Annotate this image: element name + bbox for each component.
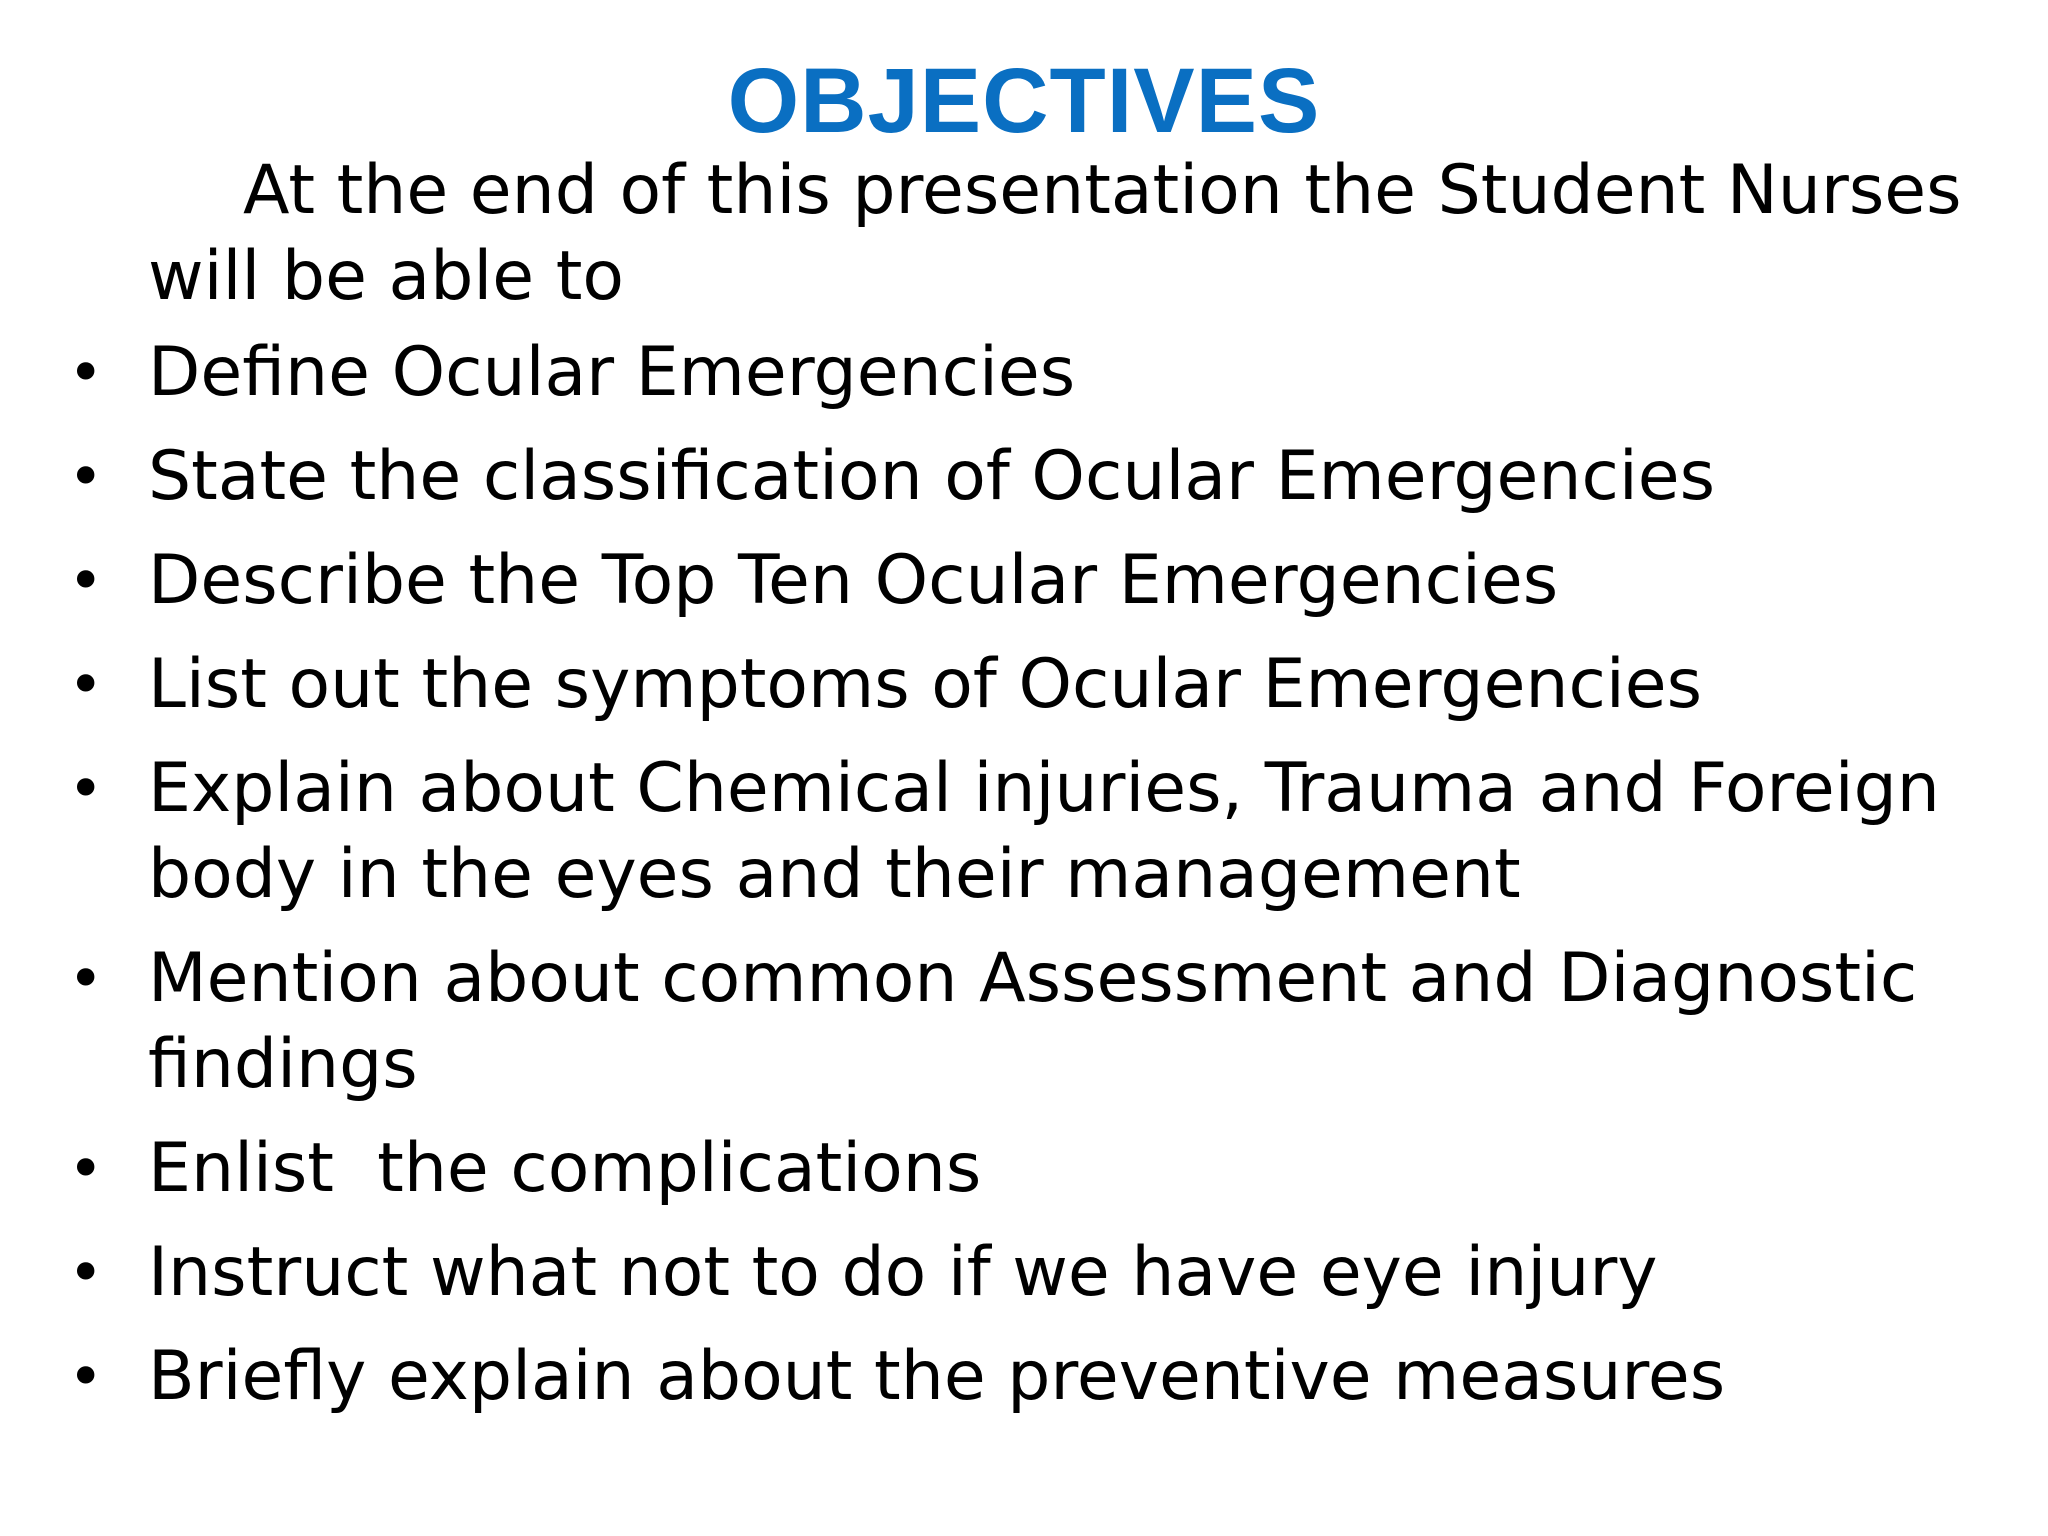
objective-item (0, 330, 2048, 416)
bullet-icon: • (68, 442, 104, 512)
bullet-icon: • (68, 338, 104, 408)
bullet-icon: • (68, 1342, 104, 1412)
objective-text: Explain about Chemical injuries, Trauma and Foreign body in the eyes and their management (148, 749, 1940, 914)
slide-title: OBJECTIVES (727, 50, 1321, 152)
objective-item (0, 1334, 2048, 1420)
bullet-icon: • (68, 1134, 104, 1204)
objective-text: List out the symptoms of Ocular Emergencies (148, 645, 1703, 724)
objective-text: Mention about common Assessment and Diagnostic findings (148, 939, 1918, 1104)
objective-text: Instruct what not to do if we have eye injury (148, 1233, 1658, 1312)
objectives-list (0, 330, 2048, 1438)
objective-text: Briefly explain about the preventive measures (148, 1337, 1726, 1416)
bullet-icon: • (68, 650, 104, 720)
objective-text: Describe the Top Ten Ocular Emergencies (148, 541, 1559, 620)
bullet-icon: • (68, 1238, 104, 1308)
objective-item (0, 434, 2048, 520)
objective-item (0, 936, 2048, 1108)
objective-text: Enlist the complications (148, 1129, 982, 1208)
bullet-icon: • (68, 754, 104, 824)
objective-text: State the classification of Ocular Emergencies (148, 437, 1716, 516)
objective-item (0, 642, 2048, 728)
bullet-icon: • (68, 944, 104, 1014)
objective-item (0, 1230, 2048, 1316)
objective-text: Define Ocular Emergencies (148, 333, 1076, 412)
objective-item (0, 746, 2048, 918)
objective-item (0, 1126, 2048, 1212)
intro-text: At the end of this presentation the Student Nurses will be able to (148, 151, 1962, 316)
objective-item (0, 538, 2048, 624)
bullet-icon: • (68, 546, 104, 616)
